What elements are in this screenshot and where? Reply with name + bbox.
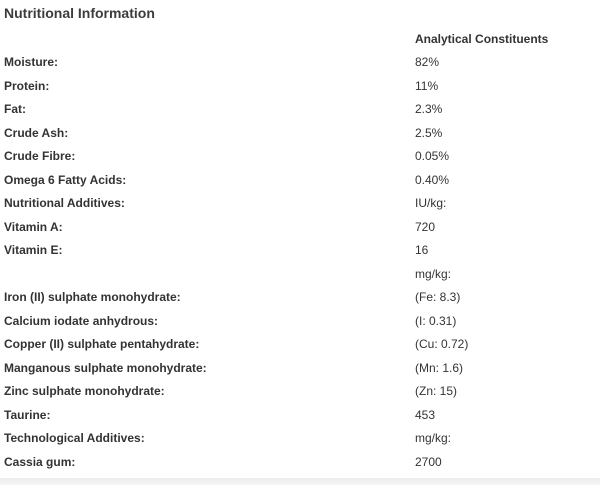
constituent-name: Vitamin A: xyxy=(4,219,63,234)
table-row xyxy=(0,98,600,122)
table-row xyxy=(0,168,600,192)
constituent-value: 720 xyxy=(415,219,436,234)
table-row xyxy=(0,403,600,427)
header-analytical-constituents: Analytical Constituents xyxy=(415,31,549,46)
table-row xyxy=(0,145,600,169)
constituent-value: (Mn: 1.6) xyxy=(415,360,464,375)
table-row xyxy=(0,192,600,216)
table-row xyxy=(0,380,600,404)
table-row xyxy=(0,215,600,239)
constituent-name: Crude Fibre: xyxy=(4,149,76,164)
constituent-name: Omega 6 Fatty Acids: xyxy=(4,172,127,187)
constituent-name: Iron (II) sulphate monohydrate: xyxy=(4,290,181,305)
constituent-value: mg/kg: xyxy=(415,266,452,281)
constituent-value: 0.05% xyxy=(415,149,450,164)
table-row xyxy=(0,427,600,451)
table-row xyxy=(0,51,600,75)
table-row xyxy=(0,262,600,286)
constituent-value: (I: 0.31) xyxy=(415,313,457,328)
constituent-name: Moisture: xyxy=(4,55,58,70)
constituent-name: Zinc sulphate monohydrate: xyxy=(4,384,165,399)
table-row xyxy=(0,74,600,98)
constituent-name xyxy=(0,262,415,286)
nutrition-table xyxy=(0,27,600,474)
constituent-value: (Zn: 15) xyxy=(415,384,458,399)
constituent-value: 11% xyxy=(415,78,439,93)
constituent-value: mg/kg: xyxy=(415,431,452,446)
constituent-name: Manganous sulphate monohydrate: xyxy=(4,360,207,375)
table-header-row xyxy=(0,27,600,51)
constituent-name: Fat: xyxy=(4,102,26,117)
constituent-value: 16 xyxy=(415,243,429,258)
table-row xyxy=(0,333,600,357)
constituent-name: Cassia gum: xyxy=(4,454,76,469)
constituent-value: 453 xyxy=(415,407,436,422)
bottom-divider xyxy=(0,478,600,485)
table-row xyxy=(0,121,600,145)
constituent-value: 2.5% xyxy=(415,125,443,140)
constituent-name: Crude Ash: xyxy=(4,125,69,140)
table-row xyxy=(0,309,600,333)
constituent-value: 2700 xyxy=(415,454,442,469)
constituent-name: Calcium iodate anhydrous: xyxy=(4,313,159,328)
constituent-name: Vitamin E: xyxy=(4,243,63,258)
constituent-name: Taurine: xyxy=(4,407,51,422)
constituent-name: Technological Additives: xyxy=(4,431,145,446)
constituent-name: Protein: xyxy=(4,78,50,93)
constituent-value: 0.40% xyxy=(415,172,450,187)
table-row xyxy=(0,239,600,263)
constituent-value: 2.3% xyxy=(415,102,443,117)
table-row xyxy=(0,286,600,310)
constituent-name: Copper (II) sulphate pentahydrate: xyxy=(4,337,200,352)
constituent-value: 82% xyxy=(415,55,440,70)
table-row xyxy=(0,356,600,380)
constituent-value: (Fe: 8.3) xyxy=(415,290,461,305)
page-title: Nutritional Information xyxy=(4,5,155,21)
constituent-name: Nutritional Additives: xyxy=(4,196,125,211)
constituent-value: (Cu: 0.72) xyxy=(415,337,469,352)
constituent-value: IU/kg: xyxy=(415,196,447,211)
header-left xyxy=(0,27,415,51)
table-row xyxy=(0,450,600,474)
